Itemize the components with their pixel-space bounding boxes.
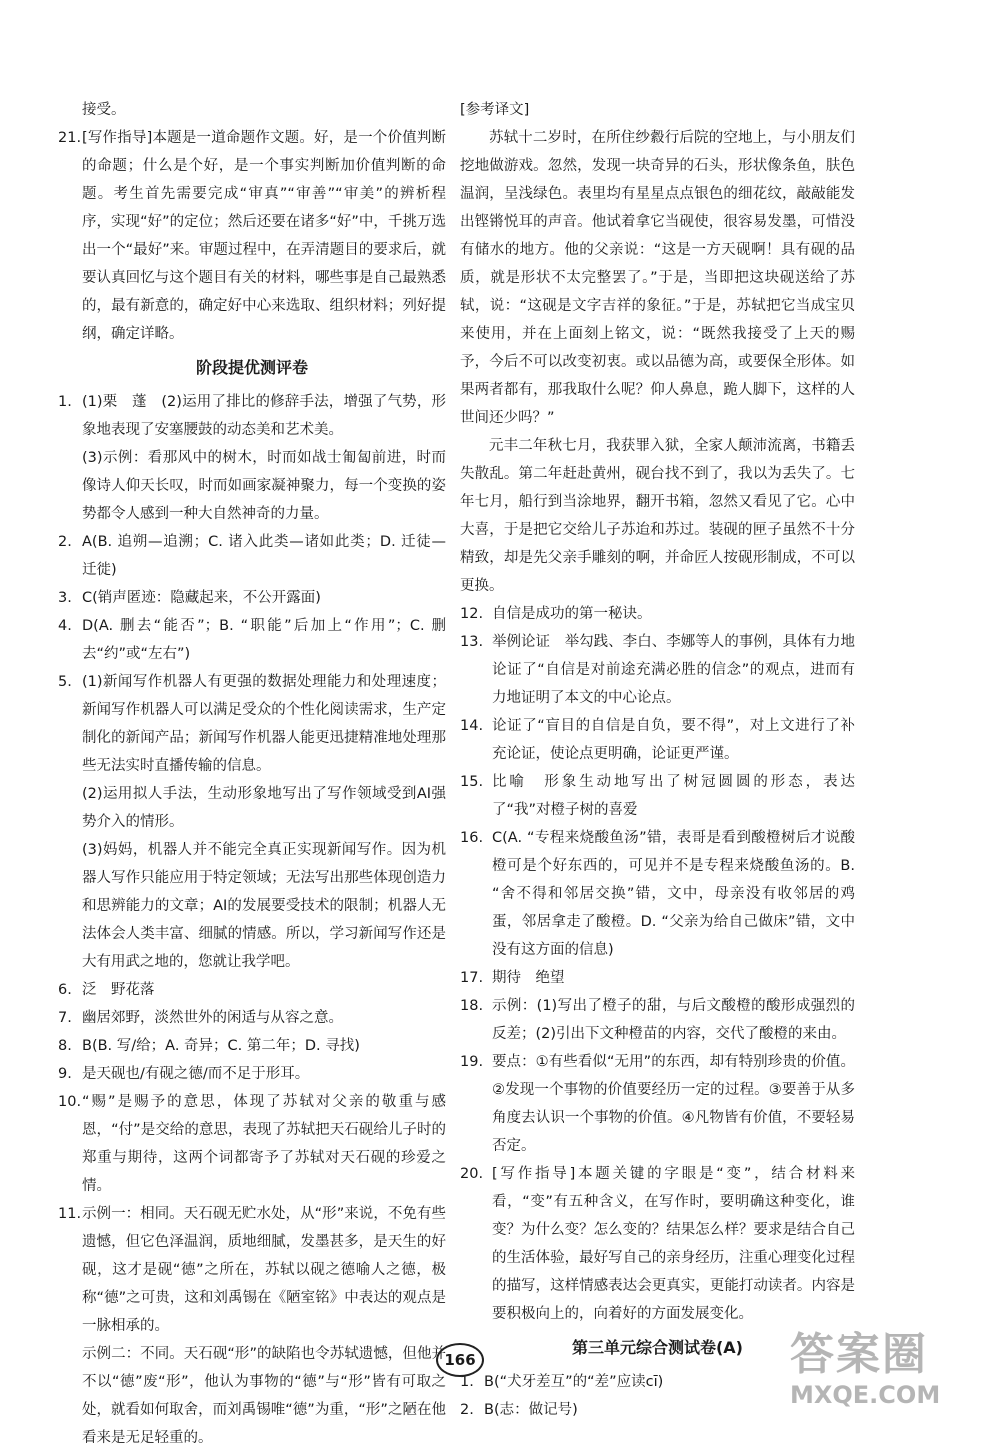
- question-number: 2.: [460, 1402, 474, 1418]
- answer-text: 期待 绝望: [492, 970, 565, 986]
- writing-guide-tag: 写作指导: [497, 1166, 570, 1182]
- answer-item: [460, 600, 855, 628]
- answer-item: [58, 612, 446, 668]
- watermark-logo: 答案圈: [790, 1329, 928, 1380]
- answer-item: [460, 964, 855, 992]
- answer-item: [58, 1032, 446, 1060]
- page-number: [428, 1342, 492, 1378]
- answer-item: [58, 388, 446, 444]
- question-number: 3.: [58, 590, 72, 606]
- answer-text: [写作指导]本题关键的字眼是“变”，结合材料来看，“变”有五种含义，在写作时，要明确这种变化，谁变？为什么变？怎么变的？结果怎么样？要求是结合自己的生活体验，最好写自己的亲身经历，注重心理变化过程的描写，这样情感表达会更真实，更能打动读者。内容是要积极向上的，向着好的方面发展变化。: [492, 1166, 856, 1322]
- question-number: 13.: [460, 634, 484, 650]
- answer-text: 是天砚也/有砚之德/而不足于形耳。: [82, 1066, 310, 1082]
- answer-text: C(销声匿迹：隐藏起来，不公开露面): [82, 590, 321, 606]
- section-title-unit3: 第三单元综合测试卷(A): [571, 1338, 743, 1357]
- answer-subparagraph: 示例二：不同。天石砚“形”的缺陷也令苏轼遗憾，但他并不以“德”废“形”，他认为事物的“德”与“形”皆有可取之处，就看如何取舍，而刘禹锡唯“德”为重，“形”之陋在他看来是无足轻重的。: [82, 1346, 446, 1446]
- question-number: 10.: [58, 1094, 82, 1110]
- watermark-site: MXQE.COM: [790, 1381, 941, 1409]
- answer-item: [58, 668, 446, 780]
- question-number: 15.: [460, 774, 484, 790]
- answer-item: [460, 992, 855, 1048]
- question-number: 21.: [58, 130, 82, 146]
- writing-guide-tag: 写作指导: [87, 130, 147, 146]
- answer-text: C(A. “专程来烧酸鱼汤”错，表哥是看到酸橙树后才说酸橙可是个好东西的，可见并不是专程来烧酸鱼汤的。B. “舍不得和邻居交换”错，文中，母亲没有收邻居的鸡蛋，邻居拿走了酸橙。D. “父亲为给自己做床”错，文中没有这方面的信息): [492, 830, 855, 958]
- answer-item: [460, 768, 855, 824]
- answer-text: D(A. 删去“能否”；B. “职能”后加上“作用”；C. 删去“约”或“左右”): [82, 618, 446, 662]
- left-column: [58, 96, 446, 1452]
- question-20: [460, 1160, 855, 1328]
- answer-item: [460, 712, 855, 768]
- question-number: 17.: [460, 970, 484, 986]
- question-number: 9.: [58, 1066, 72, 1082]
- answer-text: 泛 野花落: [82, 982, 155, 998]
- question-number: 4.: [58, 618, 72, 634]
- answer-item: [58, 584, 446, 612]
- question-number: 1.: [460, 1374, 474, 1390]
- answer-item: [58, 976, 446, 1004]
- answer-text: (1)栗 蓬 (2)运用了排比的修辞手法，增强了气势，形象地表现了安塞腰鼓的动态美和艺术美。: [82, 394, 446, 438]
- answer-text: 要点：①有些看似“无用”的东西，却有特别珍贵的价值。②发现一个事物的价值要经历一定的过程。③要善于从多角度去认识一个事物的价值。④凡物皆有价值，不要轻易否定。: [492, 1054, 855, 1154]
- question-number: 5.: [58, 674, 72, 690]
- answer-text: [写作指导]本题是一道命题作文题。好，是一个价值判断的命题；什么是个好，是一个事实判断加价值判断的命题。考生首先需要完成“审真”“审善”“审美”的辨析程序，实现“好”的定位；然后还要在诸多“好”中，千挑万选出一个“最好”来。审题过程中，在弄清题目的要求后，就要认真回忆与这个题目有关的材料，哪些事是自己最熟悉的，最有新意的，确定好中心来选取、组织材料；列好提纲，确定详略。: [82, 130, 447, 342]
- question-number: 19.: [460, 1054, 484, 1070]
- intro-line: 接受。: [82, 102, 126, 118]
- answer-text: 示例一：相同。天石砚无贮水处，从“形”来说，不免有些遗憾，但它色泽温润，质地细腻，发墨甚多，是天生的好砚，这才是砚“德”之所在，苏轼以砚之德喻人之德，极称“德”之可贵，这和刘禹锡在《陋室铭》中表达的观点是一脉相承的。: [82, 1206, 446, 1334]
- answer-subparagraph: (3)示例：看那风中的树木，时而如战士匍匐前进，时而像诗人仰天长叹，时而如画家凝神聚力，每一个变换的姿势都令人感到一种大自然神奇的力量。: [82, 450, 446, 522]
- answer-text: B(志：做记号): [484, 1402, 578, 1418]
- answer-text: (1)新闻写作机器人有更强的数据处理能力和处理速度；新闻写作机器人可以满足受众的个性化阅读需求，生产定制化的新闻产品；新闻写作机器人能更迅捷精准地处理那些无法实时直播传输的信息。: [82, 674, 446, 774]
- question-number: 1.: [58, 394, 72, 410]
- left-answer-list: [58, 388, 446, 1452]
- question-number: 20.: [460, 1166, 484, 1182]
- reference-translation-heading: [参考译文]: [460, 102, 530, 118]
- answer-text: “赐”是赐予的意思，体现了苏轼对父亲的敬重与感恩，“付”是交给的意思，表现了苏轼把天石砚给儿子时的郑重与期待，这两个词都寄予了苏轼对天石砚的珍爱之情。: [82, 1094, 446, 1194]
- question-number: 16.: [460, 830, 484, 846]
- answer-subparagraph: (2)运用拟人手法，生动形象地写出了写作领域受到AI强势介入的情形。: [82, 786, 446, 830]
- question-number: 18.: [460, 998, 484, 1014]
- translation-paragraph-2: 元丰二年秋七月，我获罪入狱，全家人颠沛流离，书籍丢失散乱。第二年赶赴黄州，砚台找不到了，我以为丢失了。七年七月，船行到当涂地界，翻开书箱，忽然又看见了它。心中大喜，于是把它交给儿子苏迨和苏过。装砚的匣子虽然不十分精致，却是先父亲手雕刻的啊，并命匠人按砚形制成，不可以更换。: [460, 438, 855, 594]
- answer-item: [460, 628, 855, 712]
- question-number: 12.: [460, 606, 484, 622]
- question-number: 6.: [58, 982, 72, 998]
- answer-text: A(B. 追朔—追溯；C. 诸入此类—诸如此类；D. 迁徒—迁徙): [82, 534, 446, 578]
- translation-paragraph-1: 苏轼十二岁时，在所住纱縠行后院的空地上，与小朋友们挖地做游戏。忽然，发现一块奇异的石头，形状像条鱼，肤色温润，呈浅绿色。表里均有星星点点银色的细花纹，敲敲能发出铿锵悦耳的声音。他试着拿它当砚使，很容易发墨，可惜没有储水的地方。他的父亲说：“这是一方天砚啊！具有砚的品质，就是形状不太完整罢了。”于是，当即把这块砚送给了苏轼，说：“这砚是文字吉祥的象征。”于是，苏轼把它当成宝贝来使用，并在上面刻上铭文，说：“既然我接受了上天的赐予，今后不可以改变初衷。或以品德为高，或要保全形体。如果两者都有，那我取什么呢？仰人鼻息，跪人脚下，这样的人世间还少吗？”: [460, 130, 855, 426]
- answer-item: [58, 1200, 446, 1340]
- answer-text: B(“犬牙差互”的“差”应读cī): [484, 1374, 664, 1390]
- answer-subparagraph: (3)妈妈，机器人并不能完全真正实现新闻写作。因为机器人写作只能应用于特定领域；无法写出那些体现创造力和思辨能力的文章；AI的发展要受技术的限制；机器人无法体会人类丰富、细腻的情感。所以，学习新闻写作还是大有用武之地的，您就让我学吧。: [82, 842, 446, 970]
- answer-item: [460, 824, 855, 964]
- answer-text: 论证了“盲目的自信是自负，要不得”，对上文进行了补充论证，使论点更明确，论证更严谨。: [492, 718, 855, 762]
- right-answer-list: [460, 600, 855, 1160]
- answer-text: 自信是成功的第一秘诀。: [492, 606, 652, 622]
- answer-item: [58, 528, 446, 584]
- answer-text: 示例：(1)写出了橙子的甜，与后文酸橙的酸形成强烈的反差；(2)引出下文种橙苗的内容，交代了酸橙的来由。: [492, 998, 855, 1042]
- answer-item: [58, 1088, 446, 1200]
- question-number: 8.: [58, 1038, 72, 1054]
- question-number: 7.: [58, 1010, 72, 1026]
- question-number: 14.: [460, 718, 484, 734]
- question-number: 2.: [58, 534, 72, 550]
- answer-item: [58, 1004, 446, 1032]
- right-column: [460, 96, 855, 1424]
- question-number: 11.: [58, 1206, 82, 1222]
- question-21: [58, 124, 446, 348]
- answer-text: 举例论证 举勾践、李白、李娜等人的事例，具体有力地论证了“自信是对前途充满必胜的信念”的观点，进而有力地证明了本文的中心论点。: [492, 634, 855, 706]
- answer-item: [58, 1060, 446, 1088]
- section-title-stage-test: 阶段提优测评卷: [195, 358, 308, 377]
- page-number-badge: 166: [436, 1343, 484, 1377]
- watermark: [790, 1330, 990, 1425]
- answer-text: 比喻 形象生动地写出了树冠圆圆的形态，表达了“我”对橙子树的喜爱: [492, 774, 855, 818]
- answer-text: B(B. 写/给；A. 奇异；C. 第二年；D. 寻找): [82, 1038, 360, 1054]
- answer-text: 幽居郊野，淡然世外的闲适与从容之意。: [82, 1010, 343, 1026]
- answer-item: [460, 1048, 855, 1160]
